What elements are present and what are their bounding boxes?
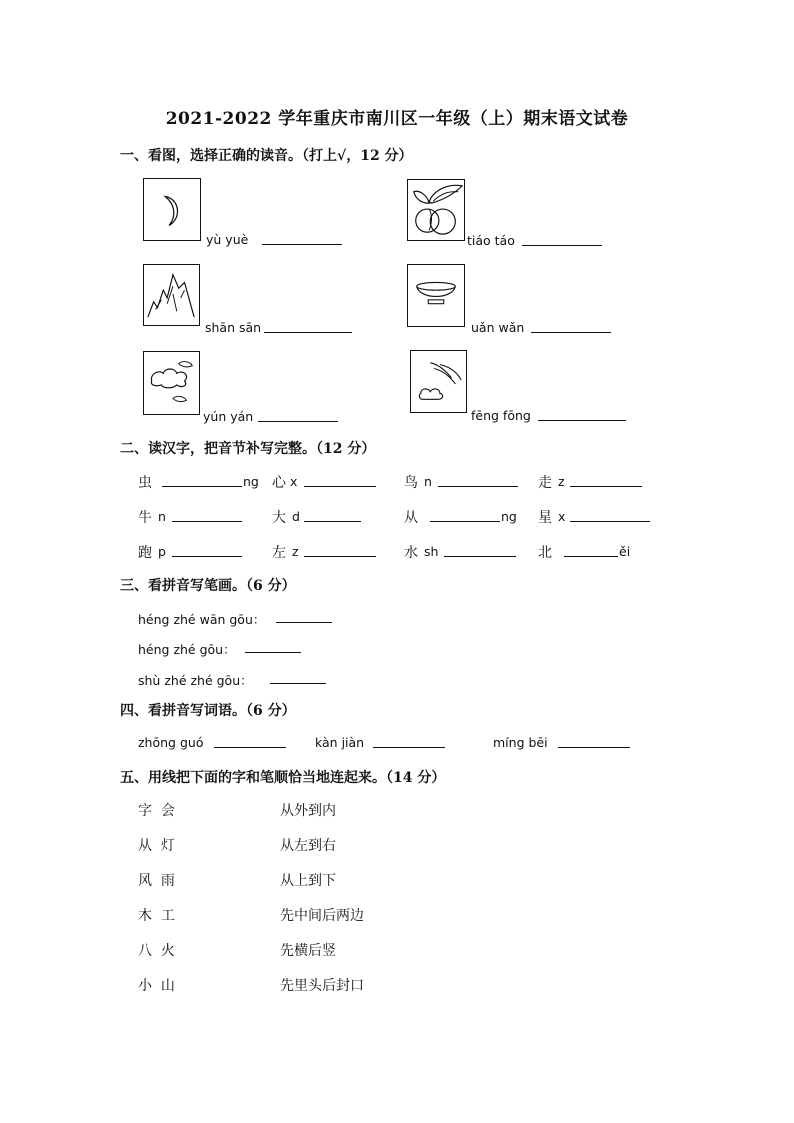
answer-blank[interactable] [444, 544, 516, 557]
answer-blank[interactable] [214, 735, 286, 748]
answer-blank[interactable] [570, 509, 650, 522]
match-left-chars: 字 会 [138, 803, 175, 819]
syllable-prefix: z [292, 544, 299, 559]
section3-heading: 三、看拼音写笔画。（6 分） [120, 578, 296, 594]
answer-blank[interactable] [245, 640, 301, 653]
pinyin-option: shān sān [205, 320, 262, 335]
page-title: 2021-2022 学年重庆市南川区一年级（上）期末语文试卷 [165, 109, 629, 129]
answer-blank[interactable] [522, 233, 602, 246]
pinyin-option: fēng fōng [471, 408, 531, 423]
hanzi: 水 [404, 545, 418, 561]
section5-heading: 五、用线把下面的字和笔顺恰当地连起来。（14 分） [120, 770, 446, 786]
match-left-chars: 木 工 [138, 908, 175, 924]
word-pinyin: kàn jiàn [315, 735, 365, 750]
section1-heading: 一、看图，选择正确的读音。（打上√，12 分） [120, 148, 413, 164]
syllable-prefix: x [290, 474, 298, 489]
syllable-prefix: x [558, 509, 566, 524]
answer-blank[interactable] [270, 671, 326, 684]
syllable-prefix: n [424, 474, 432, 489]
match-left-chars: 风 雨 [138, 873, 175, 889]
match-right-order: 先里头后封口 [280, 978, 364, 994]
wind-icon [410, 350, 467, 413]
answer-blank[interactable] [264, 320, 352, 333]
syllable-prefix: z [558, 474, 565, 489]
section2-heading: 二、读汉字，把音节补写完整。（12 分） [120, 441, 376, 457]
answer-blank[interactable] [258, 409, 338, 422]
syllable-prefix: p [158, 544, 166, 559]
word-pinyin: míng bēi [493, 735, 548, 750]
section4-heading: 四、看拼音写词语。（6 分） [120, 703, 296, 719]
match-left-chars: 小 山 [138, 978, 175, 994]
hanzi: 走 [538, 475, 552, 491]
hanzi: 从 [404, 510, 418, 526]
stroke-pinyin: héng zhé wān gōu： [138, 612, 266, 627]
syllable-prefix: sh [424, 544, 439, 559]
hanzi: 牛 [138, 510, 152, 526]
answer-blank[interactable] [276, 610, 332, 623]
hanzi: 大 [272, 510, 286, 526]
hanzi: 虫 [138, 475, 152, 491]
answer-blank[interactable] [162, 474, 242, 487]
match-right-order: 先中间后两边 [280, 908, 364, 924]
peach-icon [407, 179, 465, 241]
syllable-suffix: ng [501, 509, 517, 524]
pinyin-option: tiáo táo [467, 233, 515, 248]
pinyin-option: yún yán [203, 409, 254, 424]
stroke-pinyin: héng zhé gōu： [138, 642, 236, 657]
match-right-order: 从外到内 [280, 803, 336, 819]
answer-blank[interactable] [564, 544, 618, 557]
syllable-suffix: ng [243, 474, 259, 489]
moon-icon [143, 178, 201, 241]
match-right-order: 从上到下 [280, 873, 336, 889]
cloud-icon [143, 351, 200, 415]
answer-blank[interactable] [172, 509, 242, 522]
match-left-chars: 八 火 [138, 943, 175, 959]
match-left-chars: 从 灯 [138, 838, 175, 854]
answer-blank[interactable] [262, 232, 342, 245]
answer-blank[interactable] [373, 735, 445, 748]
answer-blank[interactable] [558, 735, 630, 748]
match-right-order: 从左到右 [280, 838, 336, 854]
hanzi: 左 [272, 545, 286, 561]
answer-blank[interactable] [172, 544, 242, 557]
answer-blank[interactable] [438, 474, 518, 487]
answer-blank[interactable] [304, 474, 376, 487]
match-right-order: 先横后竖 [280, 943, 336, 959]
syllable-suffix: ěi [619, 544, 631, 559]
pinyin-option: yù yuè [206, 232, 249, 247]
hanzi: 北 [538, 545, 552, 561]
bowl-icon [407, 264, 465, 327]
pinyin-option: uǎn wǎn [471, 320, 525, 335]
answer-blank[interactable] [304, 544, 376, 557]
hanzi: 跑 [138, 545, 152, 561]
answer-blank[interactable] [304, 509, 361, 522]
hanzi: 星 [538, 510, 552, 526]
word-pinyin: zhōng guó [138, 735, 204, 750]
answer-blank[interactable] [538, 408, 626, 421]
mountain-icon [143, 264, 200, 326]
answer-blank[interactable] [531, 320, 611, 333]
answer-blank[interactable] [430, 509, 500, 522]
answer-blank[interactable] [570, 474, 642, 487]
syllable-prefix: n [158, 509, 166, 524]
hanzi: 鸟 [404, 475, 418, 491]
syllable-prefix: d [292, 509, 300, 524]
stroke-pinyin: shù zhé zhé gōu： [138, 673, 253, 688]
hanzi: 心 [272, 475, 286, 491]
